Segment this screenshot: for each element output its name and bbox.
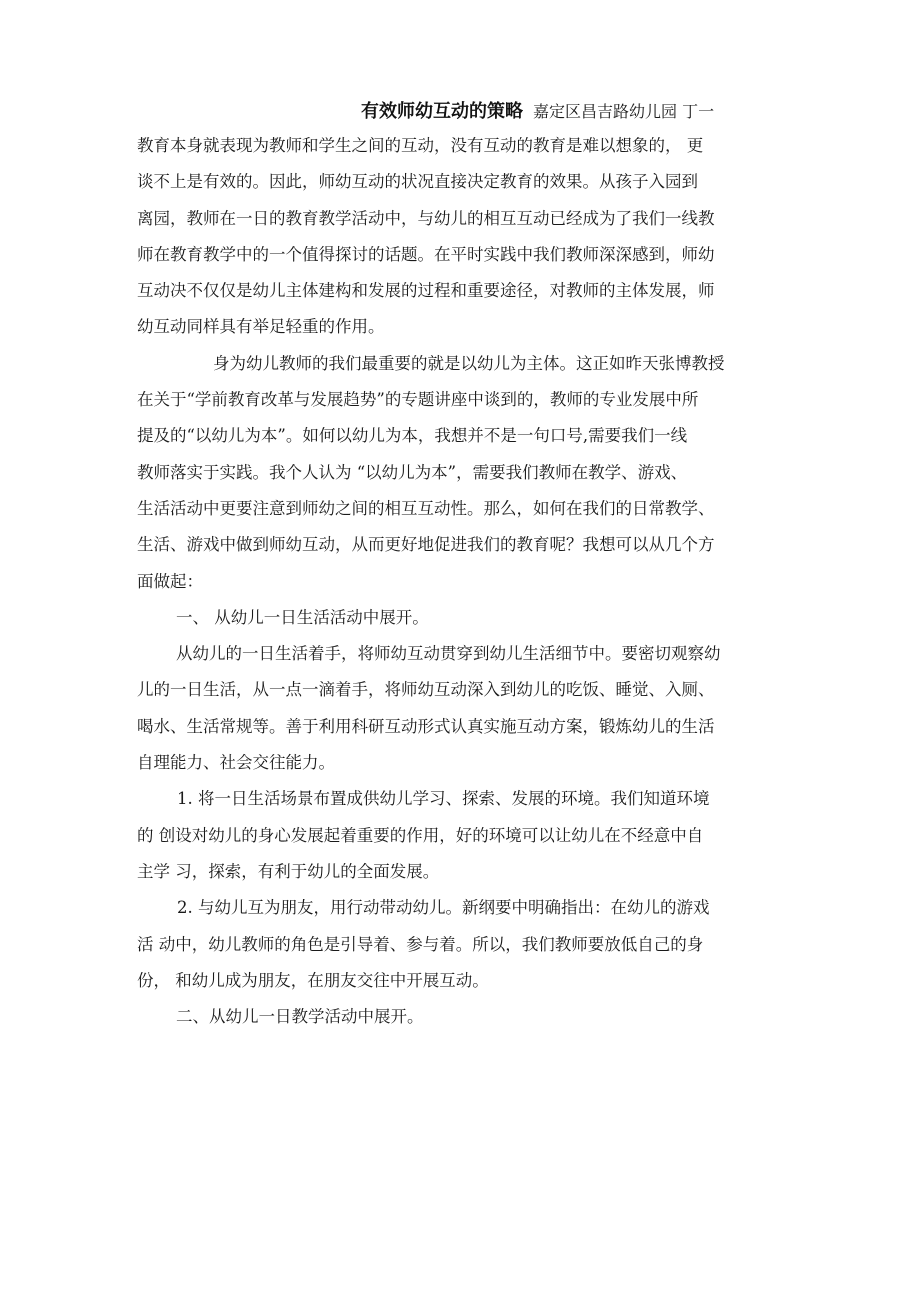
- document-body: [137, 134, 797, 1041]
- text-line: 提及的“以幼儿为本”。如何以幼儿为本，我想并不是一句口号,需要我们一线: [137, 426, 688, 446]
- text-line: 自理能力、社会交往能力。: [137, 753, 335, 773]
- text-line: 从幼儿的一日生活着手，将师幼互动贯穿到幼儿生活细节中。要密切观察幼: [176, 644, 721, 664]
- text-line: 儿的一日生活，从一点一滴着手，将师幼互动深入到幼儿的吃饭、睡觉、入厕、: [137, 680, 715, 700]
- title-line: [361, 99, 714, 125]
- text-line: 份， 和幼儿成为朋友，在朋友交往中开展互动。: [137, 970, 489, 990]
- text-line: 生活、游戏中做到师幼互动，从而更好地促进我们的教育呢？我想可以从几个方: [137, 535, 715, 555]
- section-heading: 二、从幼儿一日教学活动中展开。: [176, 1007, 424, 1027]
- text-line: 互动决不仅仅是幼儿主体建构和发展的过程和重要途径，对教师的主体发展，师: [137, 281, 715, 301]
- list-item: 2. 与幼儿互为朋友，用行动带动幼儿。新纲要中明确指出：在幼儿的游戏: [177, 898, 710, 918]
- text-line: 教师落实于实践。我个人认为 “以幼儿为本”，需要我们教师在教学、游戏、: [137, 462, 688, 482]
- list-item: 1. 将一日生活场景布置成供幼儿学习、探索、发展的环境。我们知道环境: [177, 789, 710, 809]
- author-byline: 嘉定区昌吉路幼儿园 丁一: [533, 102, 715, 121]
- text-line: 师在教育教学中的一个值得探讨的话题。在平时实践中我们教师深深感到，师幼: [137, 244, 715, 264]
- text-line: 活 动中，幼儿教师的角色是引导着、参与着。所以，我们教师要放低自己的身: [137, 934, 704, 954]
- text-line: 离园，教师在一日的教育教学活动中，与幼儿的相互互动已经成为了我们一线教: [137, 208, 715, 228]
- document-title: 有效师幼互动的策略: [361, 101, 523, 122]
- text-line: 生活活动中更要注意到师幼之间的相互互动性。那么，如何在我们的日常教学、: [137, 498, 715, 518]
- text-line: 在关于“学前教育改革与发展趋势”的专题讲座中谈到的，教师的专业发展中所: [137, 390, 699, 410]
- text-line: 谈不上是有效的。因此，师幼互动的状况直接决定教育的效果。从孩子入园到: [137, 172, 698, 192]
- section-heading: 一、 从幼儿一日生活活动中展开。: [176, 607, 429, 627]
- text-line: 幼互动同样具有举足轻重的作用。: [137, 317, 385, 337]
- text-line: 喝水、生活常规等。善于利用科研互动形式认真实施互动方案，锻炼幼儿的生活: [137, 716, 715, 736]
- text-line: 教育本身就表现为教师和学生之间的互动，没有互动的教育是难以想象的， 更: [137, 136, 704, 155]
- text-line: 面做起：: [137, 571, 203, 591]
- text-line: 主学 习，探索，有利于幼儿的全面发展。: [137, 861, 440, 881]
- text-line: 的 创设对幼儿的身心发展起着重要的作用，好的环境可以让幼儿在不经意中自: [137, 825, 704, 845]
- text-line: 身为幼儿教师的我们最重要的就是以幼儿为主体。这正如昨天张博教授: [213, 353, 725, 373]
